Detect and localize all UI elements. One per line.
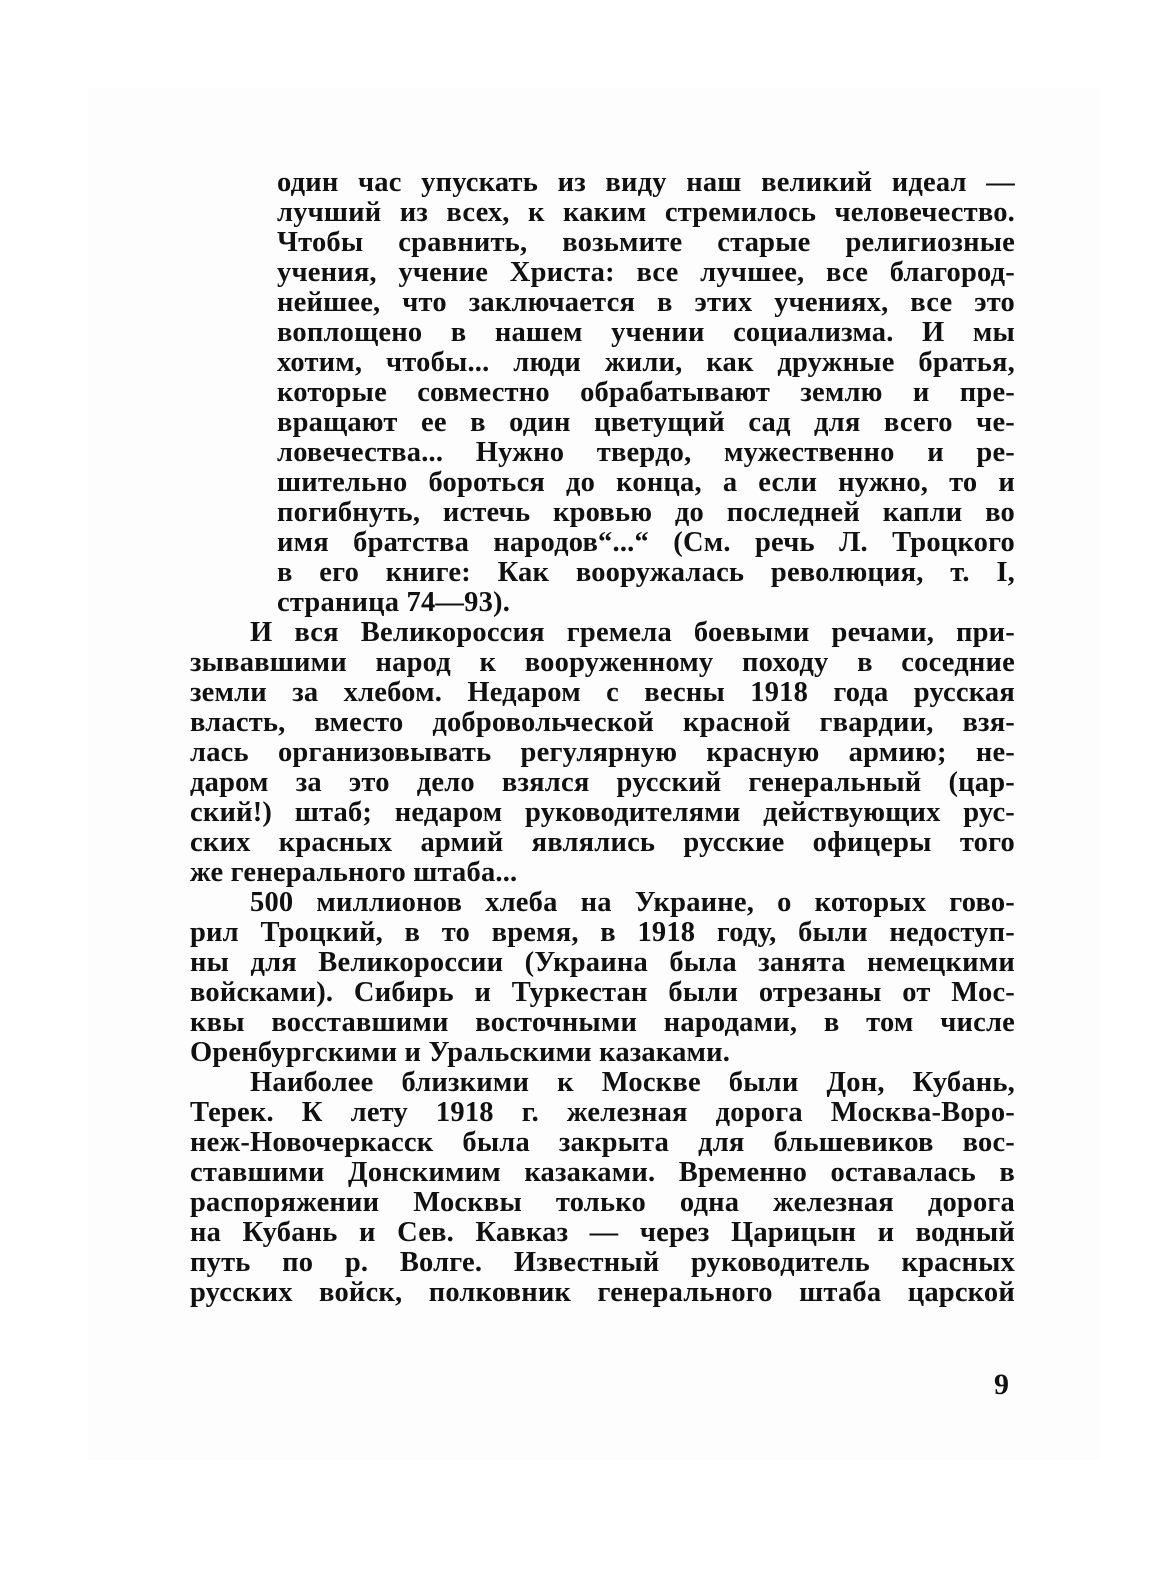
quote-line: один час упускать из виду наш великий идеал —	[277, 167, 1015, 198]
paragraph-line: И вся Великороссия гремела боевыми речами, при-	[250, 617, 1015, 648]
paragraph-line: же генерального штаба...	[190, 857, 518, 888]
quote-line: погибнуть, истечь кровью до последней капли во	[277, 497, 1015, 528]
paragraph-line: квы восставшими восточными народами, в том числе	[190, 1007, 1015, 1038]
paragraph-line: путь по р. Волге. Известный руководитель красных	[190, 1247, 1015, 1278]
quote-line: Чтобы сравнить, возьмите старые религиозные	[277, 227, 1015, 258]
quote-line: шительно бороться до конца, а если нужно, то и	[277, 467, 1015, 498]
paragraph-line: ны для Великороссии (Украина была занята немецкими	[190, 947, 1015, 978]
quote-line: вращают ее в один цветущий сад для всего че-	[277, 407, 1015, 438]
quote-line: в его книге: Как вооружалась революция, т. I,	[277, 557, 1015, 588]
paragraph-line: Наиболее близкими к Москве были Дон, Кубань,	[250, 1067, 1015, 1098]
quote-line: которые совместно обрабатывают землю и пре-	[277, 377, 1015, 408]
paragraph-line: ставшими Донскимим казаками. Временно оставалась в	[190, 1157, 1015, 1188]
quote-line: страница 74—93).	[277, 587, 511, 618]
quote-line: нейшее, что заключается в этих учениях, все это	[277, 287, 1015, 318]
paragraph-line: даром за это дело взялся русский генеральный (цар-	[190, 767, 1015, 798]
quote-line: хотим, чтобы... люди жили, как дружные братья,	[277, 347, 1015, 378]
paragraph-line: Оренбургскими и Уральскими казаками.	[190, 1037, 731, 1068]
quote-line: имя братства народов“...“ (См. речь Л. Троцкого	[277, 527, 1015, 558]
page-number: 9	[994, 1368, 1009, 1401]
paragraph-line: ских красных армий являлись русские офицеры того	[190, 827, 1015, 858]
paragraph-line: земли за хлебом. Недаром с весны 1918 года русская	[190, 677, 1015, 708]
paragraph-line: ский!) штаб; недаром руководителями действующих рус-	[190, 797, 1015, 828]
paragraph-line: Терек. К лету 1918 г. железная дорога Москва-Воро-	[190, 1097, 1015, 1128]
quote-line: ловечества... Нужно твердо, мужественно и ре-	[277, 437, 1015, 468]
paragraph-line: распоряжении Москвы только одна железная дорога	[190, 1187, 1015, 1218]
paragraph-line: власть, вместо добровольческой красной гвардии, взя-	[190, 707, 1015, 738]
quote-line: воплощено в нашем учении социализма. И мы	[277, 317, 1015, 348]
paragraph-line: на Кубань и Сев. Кавказ — через Царицын и водный	[190, 1217, 1015, 1248]
paragraph-line: рил Троцкий, в то время, в 1918 году, были недоступ-	[190, 917, 1015, 948]
quote-line: лучший из всех, к каким стремилось человечество.	[277, 197, 1015, 228]
paragraph-line: войсками). Сибирь и Туркестан были отрезаны от Мос-	[190, 977, 1015, 1008]
quote-line: учения, учение Христа: все лучшее, все благород-	[277, 257, 1015, 288]
paragraph-line: неж-Новочеркасск была закрыта для бльшевиков вос-	[190, 1127, 1015, 1158]
paragraph-line: лась организовывать регулярную красную армию; не-	[190, 737, 1015, 768]
paragraph-line: 500 миллионов хлеба на Украине, о которых гово-	[250, 887, 1015, 918]
paragraph-line: зывавшими народ к вооруженному походу в соседние	[190, 647, 1015, 678]
paragraph-line: русских войск, полковник генерального штаба царской	[190, 1277, 1015, 1308]
